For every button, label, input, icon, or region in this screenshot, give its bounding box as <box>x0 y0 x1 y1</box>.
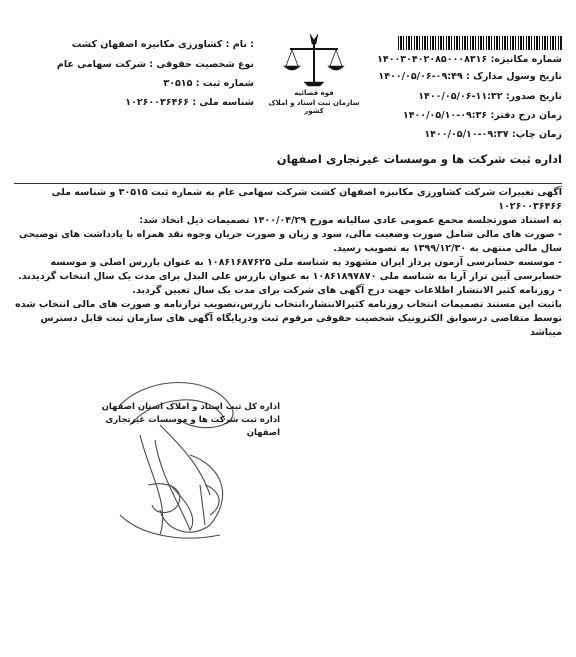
body-paragraph-financials: - صورت های مالی شامل صورت وضعیت مالی، سود و زیان و صورت جریان وجوه نقد همراه با یادداشت های توضیحی سال مالی منتهی به ۱۳۹۹/۱۲/۳۰ به تصویب رسید. <box>18 229 562 254</box>
logo-line-organization: سازمان ثبت اسناد و املاک کشور <box>268 99 360 115</box>
body-paragraph-intro: آگهی تغییرات شرکت کشاورزی مکانیزه اصفهان کشت شرکت سهامی عام به شماره ثبت ۳۰۵۱۵ و شناسه ملی ۱۰۲۶۰۰۳۶۴۶۶ <box>51 187 562 212</box>
signature-block <box>100 401 280 440</box>
signature-line-provincial-office: اداره کل ثبت اسناد و املاک استان اصفهان <box>101 402 280 412</box>
received-date: تاریخ وسول مدارک : ۰۹:۴۹-۱۴۰۰/۰۵/۰۶ <box>378 71 562 82</box>
ledger-time: زمان درج دفتر: ۰۹:۳۶-۱۴۰۰/۰۵/۱۰ <box>402 110 562 121</box>
body-paragraph-auditors: - موسسه حسابرسی آزمون پرداز ایران مشهود به شناسه ملی ۱۰۸۶۱۶۸۷۶۲۵ به عنوان بازرس اصلی و موسسه حسابرسی آیین تراز آریا به شناسه ملی ۱۰۸۶۱۸۹۷۸۷۰ به عنوان بازرس علی البدل برای مدت یک سال انتخاب گردیدند. <box>18 257 562 282</box>
signature-line-registry-office: اداره ثبت شرکت ها و موسسات غیرتجاری اصفهان <box>105 415 280 438</box>
body-paragraph-newspaper: - روزنامه کثیر الانتشار اطلاعات جهت درج آگهی های شرکت برای مدت یک سال تعیین گردید. <box>132 285 562 296</box>
body-paragraph-meeting: به استناد صورتجلسه مجمع عمومی عادی سالیانه مورخ ۱۴۰۰/۰۴/۲۹ تصمیمات ذیل اتخاذ شد: <box>139 215 562 226</box>
logo-line-judiciary: قوه قضائیه <box>294 89 334 97</box>
announcement-body <box>14 186 562 340</box>
issue-date: تاریخ صدور: ۱۱:۳۲-۱۴۰۰/۰۵/۰۶ <box>418 91 562 102</box>
registration-number: شماره ثبت : ۳۰۵۱۵ <box>163 78 254 89</box>
handwritten-signature <box>60 365 280 555</box>
print-time: زمان چاپ: ۰۹:۳۷-۱۴۰۰/۰۵/۱۰ <box>424 129 562 140</box>
legal-entity-type: نوع شخصیت حقوقی : شرکت سهامی عام <box>56 59 254 70</box>
barcode <box>398 36 562 50</box>
header-divider <box>14 183 562 184</box>
company-name: : نام : کشاورزی مکانیزه اصفهان کشت <box>71 39 254 50</box>
body-paragraph-registration: باثبت این مستند تصمیمات انتخاب روزنامه کثیرالانتشار،انتخاب بازرس،تصویب ترازنامه و صورت های مالی انتخاب شده توسط متقاضی درسوابق الکترونیک شخصیت حقوقی مرقوم ثبت ودرپایگاه آگهی های سازمان ثبت قابل دسترس میباشد <box>15 299 562 338</box>
national-id: شناسه ملی : ۱۰۲۶۰۰۳۶۴۶۶ <box>125 97 254 108</box>
office-title: اداره ثبت شرکت ها و موسسات غیرتجاری اصفهان <box>276 152 562 166</box>
company-id-number: شماره مکانیزه: ۱۴۰۰۳۰۴۰۲۰۸۵۰۰۰۸۳۱۶ <box>377 54 562 65</box>
